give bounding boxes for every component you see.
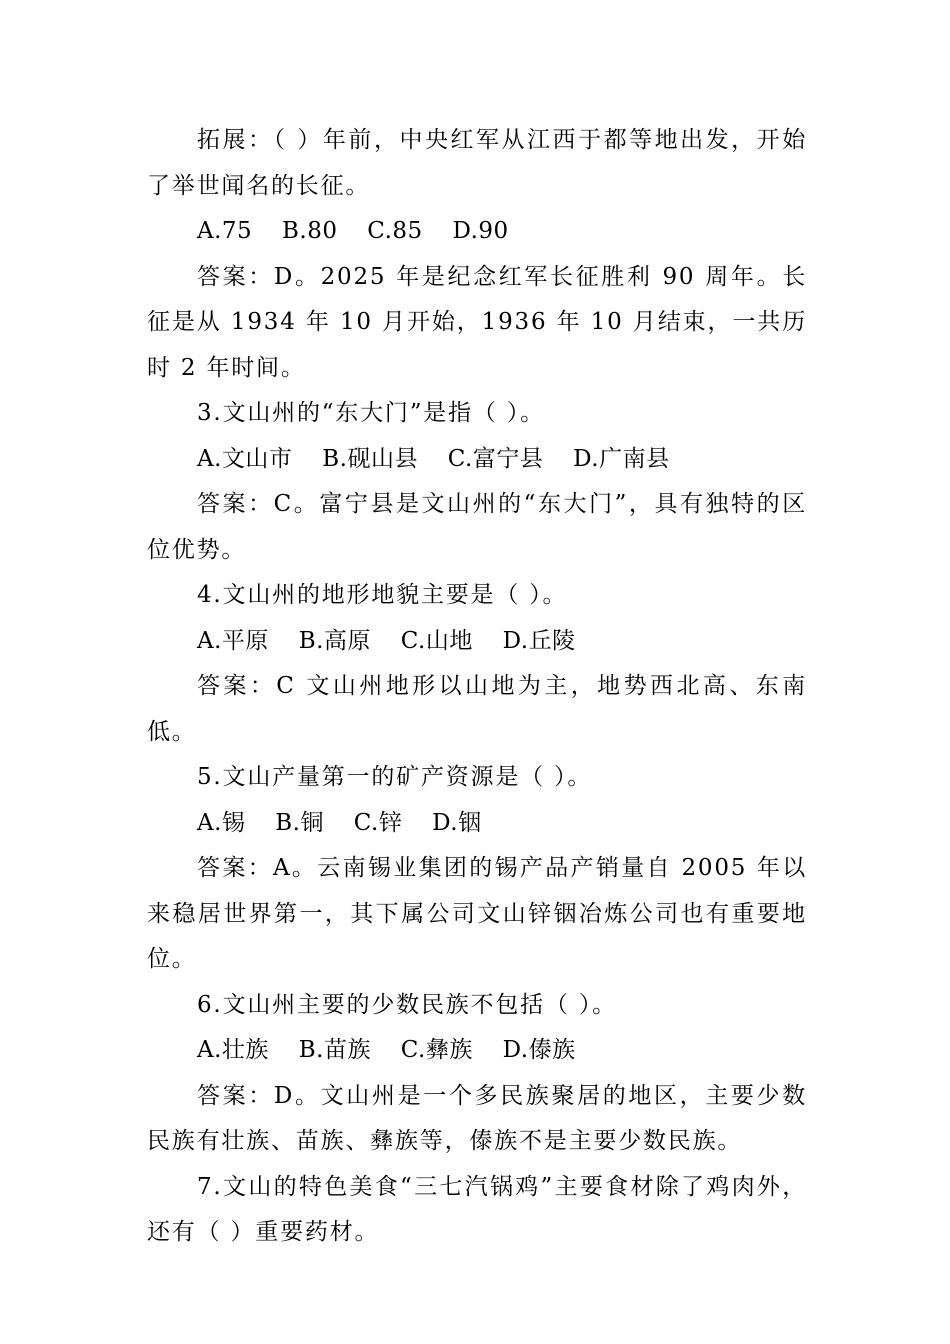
question-7: 7.文山的特色美食“三七汽锅鸡”主要食材除了鸡肉外，还有（ ）重要药材。 — [147, 1173, 807, 1245]
question-4: 4.文山州的地形地貌主要是（ ）。 — [197, 582, 568, 608]
option-b: B.铜 — [275, 809, 324, 836]
option-d: D.广南县 — [573, 445, 670, 472]
option-b: B.80 — [282, 218, 338, 244]
option-b: B.高原 — [298, 627, 371, 654]
option-c: C.85 — [367, 218, 423, 244]
answer-4: 答案：C 文山州地形以山地为主，地势西北高、东南低。 — [147, 673, 807, 745]
option-c: C.彝族 — [400, 1037, 473, 1063]
options-5 — [147, 801, 807, 847]
options-6 — [147, 1028, 807, 1074]
option-a: A.锡 — [197, 809, 246, 836]
option-c: C.锌 — [353, 809, 403, 836]
question-extension: 拓展：（ ）年前，中央红军从江西于都等地出发，开始了举世闻名的长征。 — [147, 127, 807, 199]
answer-3: 答案：C。富宁县是文山州的“东大门”，具有独特的区位优势。 — [147, 491, 807, 563]
option-a: A.平原 — [197, 627, 269, 654]
option-a: A.壮族 — [197, 1037, 269, 1063]
option-a: A.文山市 — [197, 445, 293, 472]
option-b: B.苗族 — [298, 1037, 371, 1063]
answer-6: 答案：D。文山州是一个多民族聚居的地区，主要少数民族有壮族、苗族、彝族等，傣族不是主要少数民族。 — [147, 1082, 807, 1154]
option-d: D.90 — [452, 218, 509, 244]
answer-5: 答案：A。云南锡业集团的锡产品产销量自 2005 年以来稳居世界第一，其下属公司文山锌铟冶炼公司也有重要地位。 — [147, 855, 807, 972]
question-3: 3.文山州的“东大门”是指（ ）。 — [197, 400, 545, 426]
option-c: C.山地 — [400, 627, 473, 654]
option-d: D.傣族 — [502, 1037, 576, 1063]
option-c: C.富宁县 — [447, 445, 544, 472]
option-d: D.丘陵 — [502, 627, 576, 654]
question-6: 6.文山州主要的少数民族不包括（ ）。 — [197, 991, 617, 1018]
options-extension — [147, 209, 807, 255]
options-3 — [147, 437, 807, 483]
answer-extension: 答案：D。2025 年是纪念红军长征胜利 90 周年。长征是从 1934 年 10 月开始，1936 年 10 月结束，一共历时 2 年时间。 — [147, 263, 807, 381]
question-5: 5.文山产量第一的矿产资源是（ ）。 — [197, 764, 593, 790]
options-4 — [147, 619, 807, 665]
option-a: A.75 — [197, 218, 253, 244]
document-page — [147, 118, 807, 1256]
option-d: D.铟 — [432, 809, 482, 836]
option-b: B.砚山县 — [322, 445, 418, 472]
